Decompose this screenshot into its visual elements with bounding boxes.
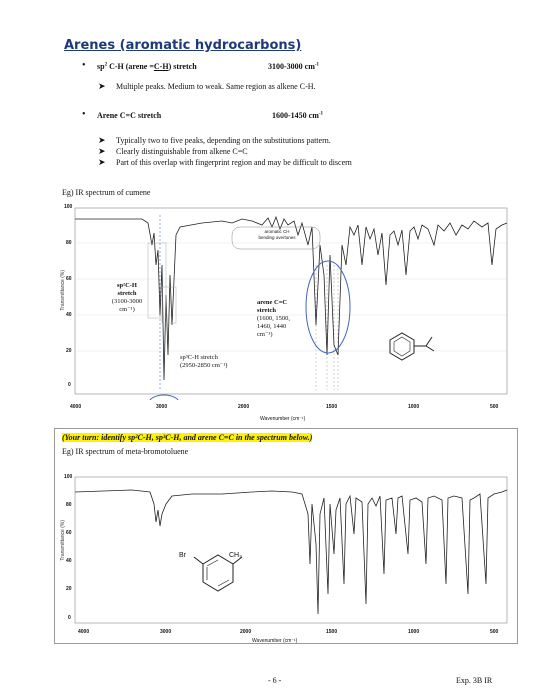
spectrum2-ylabel: Transmittance (%) (60, 520, 66, 561)
y-tick: 20 (66, 348, 72, 354)
substituent-br: Br (179, 552, 186, 559)
x-tick: 1000 (408, 404, 420, 410)
annotation-arene: arene C=C stretch (1600, 1500, 1460, 1440 cm⁻¹) (257, 299, 291, 338)
spectrum1-ylabel: Transmittance (%) (60, 270, 66, 311)
x-tick: 4000 (78, 629, 90, 635)
x-tick: 3000 (156, 404, 168, 410)
y-tick: 80 (66, 240, 72, 246)
annotation-sp3: sp³C-H stretch (2950-2850 cm⁻¹) (180, 354, 228, 369)
footer-ref: Exp. 3B IR (456, 676, 493, 685)
item2-note: Typically two to five peaks, depending on the substitutions pattern. (116, 136, 331, 145)
x-tick: 500 (490, 629, 499, 635)
arrow-bullet-icon: ➤ (98, 146, 106, 156)
item2-note: Clearly distinguishable from alkene C=C (116, 147, 248, 156)
x-tick: 500 (490, 404, 499, 410)
item2-range: 1600-1450 $cm^{-1}$ (272, 111, 324, 120)
arrow-bullet-icon: ➤ (98, 157, 106, 167)
x-tick: 1500 (326, 404, 338, 410)
item1-note: Multiple peaks. Medium to weak. Same region as alkene C-H. (116, 82, 316, 91)
x-tick: 2000 (238, 404, 250, 410)
y-tick: 0 (68, 615, 71, 621)
substituent-ch3: CH₃ (229, 552, 242, 559)
spectrum1-heading: Eg) IR spectrum of cumene (62, 188, 151, 197)
annotation-sp2: sp²C-H stretch (116, 282, 137, 297)
y-tick: 40 (66, 312, 72, 318)
y-tick: 20 (66, 586, 72, 592)
x-tick: 1000 (408, 629, 420, 635)
spectrum1-xlabel: Wavenumber (cm⁻¹) (260, 416, 306, 422)
arrow-bullet-icon: ➤ (98, 81, 106, 91)
bullet-dot: • (82, 109, 86, 120)
item2-note: Part of this overlap with fingerprint region and may be difficult to discern (116, 158, 352, 167)
y-tick: 100 (64, 204, 73, 210)
task-instruction: (Your turn: identify sp²C-H, sp³C-H, and arene C=C in the spectrum below.) (62, 433, 313, 442)
y-tick: 0 (68, 382, 71, 388)
spectrum2-xlabel: Wavenumber (cm⁻¹) (252, 638, 298, 644)
item1-range: 3100-3000 $cm^{-1}$ (268, 62, 320, 71)
item1-label: $sp^2$ C-H (arene =C-H) stretch (97, 62, 197, 71)
annotation-sp2-range: (3100-3000 cm⁻¹) (111, 298, 143, 313)
page-title: Arenes (aromatic hydrocarbons) (64, 38, 302, 53)
x-tick: 2000 (240, 629, 252, 635)
spectrum2-plot (72, 474, 512, 626)
y-tick: 100 (64, 474, 73, 480)
item2-label: Arene C=C stretch (97, 111, 162, 120)
y-tick: 40 (66, 558, 72, 564)
y-tick: 60 (66, 276, 72, 282)
page-number: - 6 - (268, 676, 282, 685)
bullet-dot: • (82, 60, 86, 71)
spectrum2-heading: Eg) IR spectrum of meta-bromotoluene (62, 447, 189, 456)
x-tick: 3000 (160, 629, 172, 635)
arrow-bullet-icon: ➤ (98, 135, 106, 145)
y-tick: 60 (66, 530, 72, 536)
x-tick: 4000 (70, 404, 82, 410)
x-tick: 1500 (326, 629, 338, 635)
y-tick: 80 (66, 502, 72, 508)
annotation-bending: aromatic CH bending overtones (258, 229, 296, 240)
